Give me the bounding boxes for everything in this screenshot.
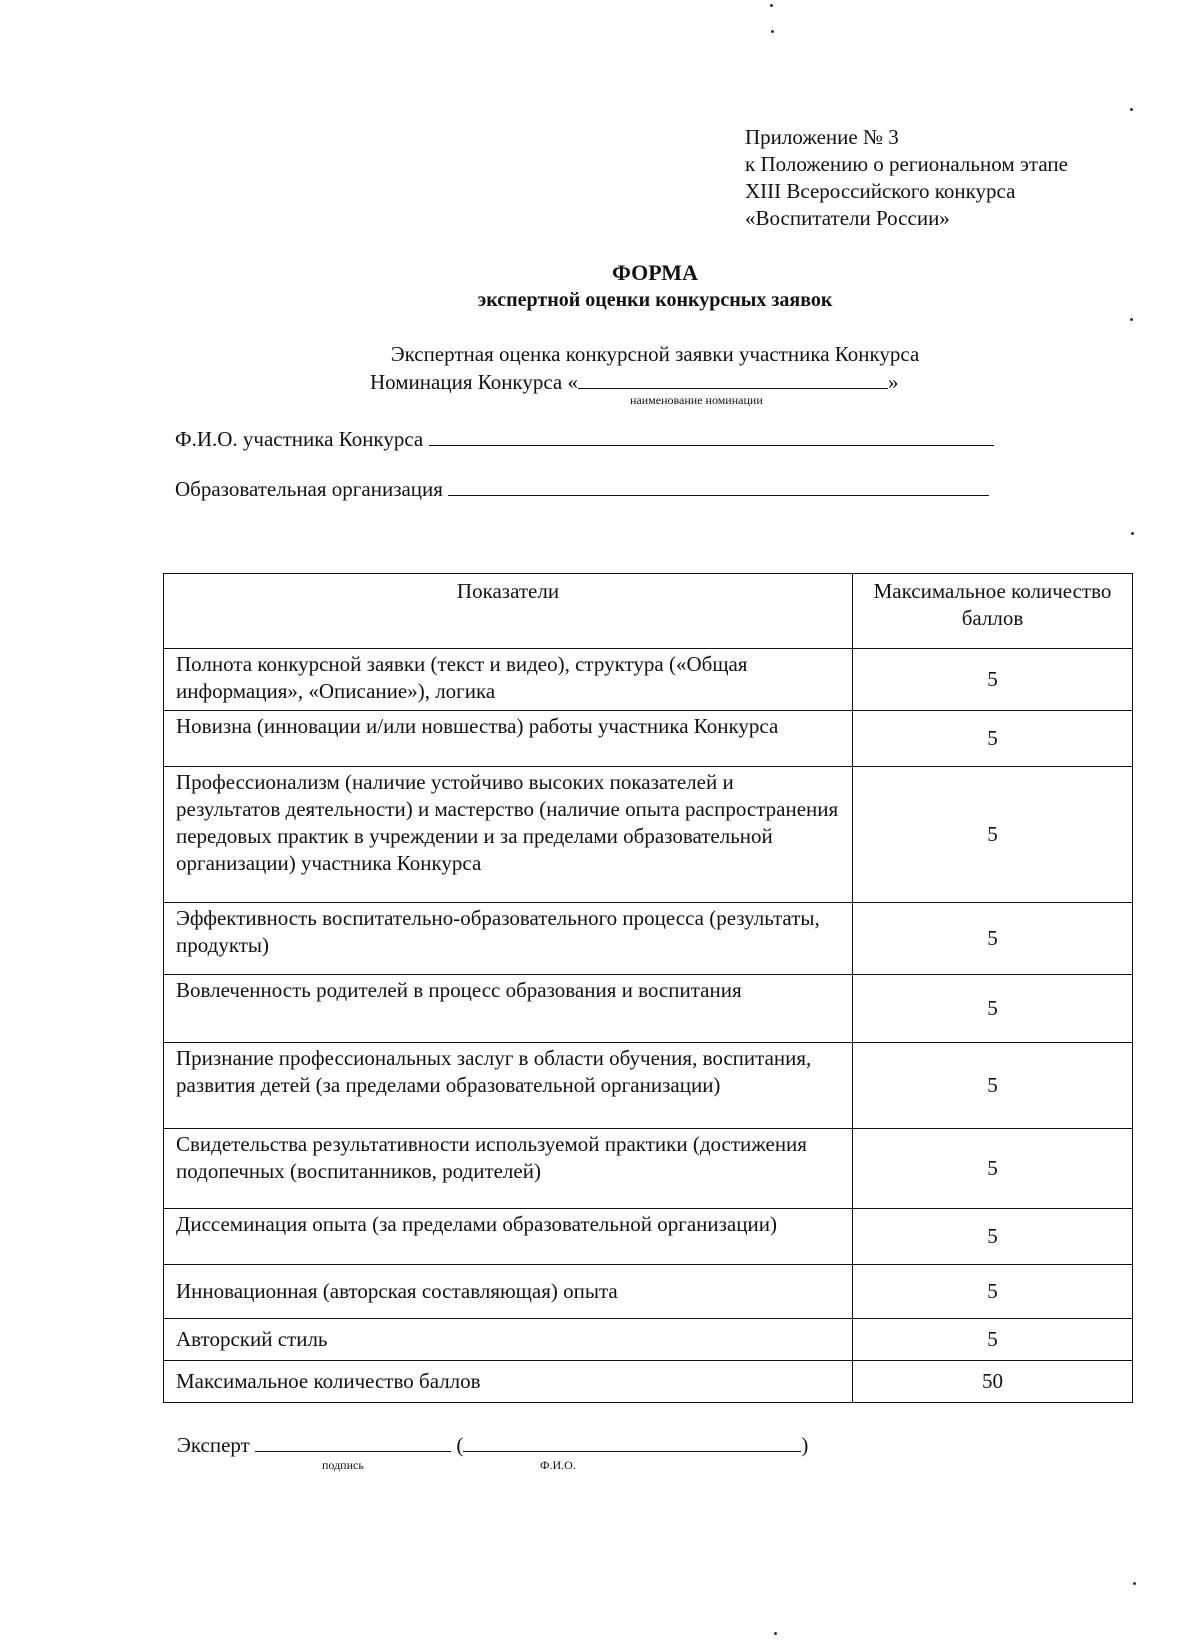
table-row xyxy=(164,1043,1133,1129)
header-indicators: Показатели xyxy=(164,574,853,649)
organization-label: Образовательная организация xyxy=(175,477,443,501)
participant-row xyxy=(175,427,994,452)
score-cell: 5 xyxy=(853,767,1133,903)
score-cell: 50 xyxy=(853,1361,1133,1403)
expert-name-field[interactable] xyxy=(463,1433,801,1452)
indicator-cell: Полнота конкурсной заявки (текст и видео), структура («Общая информация», «Описание»), логика xyxy=(164,649,853,711)
appendix-line: к Положению о региональном этапе xyxy=(745,152,1068,176)
scan-speck xyxy=(770,4,773,7)
participant-label: Ф.И.О. участника Конкурса xyxy=(175,427,424,451)
table-row xyxy=(164,1209,1133,1265)
table-row xyxy=(164,903,1133,975)
appendix-line: XIII Всероссийского конкурса xyxy=(745,179,1016,203)
expert-label: Эксперт xyxy=(177,1433,250,1457)
nomination-label: Номинация Конкурса « xyxy=(370,370,578,394)
scan-speck xyxy=(774,1632,777,1635)
score-cell: 5 xyxy=(853,975,1133,1043)
criteria-table xyxy=(163,573,1133,1403)
nomination-close: » xyxy=(888,370,899,394)
evaluation-line: Экспертная оценка конкурсной заявки участника Конкурса xyxy=(390,342,920,366)
scan-speck xyxy=(1130,318,1133,321)
organization-row xyxy=(175,477,989,502)
score-cell: 5 xyxy=(853,1209,1133,1265)
organization-field[interactable] xyxy=(448,477,989,496)
signature-field[interactable] xyxy=(255,1433,451,1452)
table-row xyxy=(164,1319,1133,1361)
scan-speck xyxy=(771,30,774,33)
score-cell: 5 xyxy=(853,649,1133,711)
indicator-cell: Максимальное количество баллов xyxy=(164,1361,853,1403)
form-title: ФОРМА xyxy=(612,260,698,285)
table-header-row xyxy=(164,574,1133,649)
score-cell: 5 xyxy=(853,1319,1133,1361)
nomination-field[interactable] xyxy=(578,370,888,389)
indicator-cell: Инновационная (авторская составляющая) опыта xyxy=(164,1265,853,1319)
form-subtitle: экспертной оценки конкурсных заявок xyxy=(477,289,833,311)
table-row xyxy=(164,975,1133,1043)
indicator-cell: Профессионализм (наличие устойчиво высоких показателей и результатов деятельности) и мастерство (наличие опыта распространения передовых практик в учреждении и за пределами образовательной организации) участника Конкурса xyxy=(164,767,853,903)
indicator-cell: Признание профессиональных заслуг в области обучения, воспитания, развития детей (за пределами образовательной организации) xyxy=(164,1043,853,1129)
table-row xyxy=(164,767,1133,903)
indicator-cell: Диссеминация опыта (за пределами образовательной организации) xyxy=(164,1209,853,1265)
appendix-line: Приложение № 3 xyxy=(745,125,899,149)
scan-speck xyxy=(1131,532,1134,535)
scan-speck xyxy=(1130,108,1133,111)
score-cell: 5 xyxy=(853,1043,1133,1129)
table-row xyxy=(164,1129,1133,1209)
indicator-cell: Вовлеченность родителей в процесс образования и воспитания xyxy=(164,975,853,1043)
score-cell: 5 xyxy=(853,1265,1133,1319)
appendix-header xyxy=(745,124,1068,232)
close-paren: ) xyxy=(801,1433,809,1457)
scan-speck xyxy=(1133,1582,1136,1585)
nomination-row xyxy=(370,370,899,395)
appendix-line: «Воспитатели России» xyxy=(745,206,950,230)
score-cell: 5 xyxy=(853,711,1133,767)
indicator-cell: Эффективность воспитательно-образовательного процесса (результаты, продукты) xyxy=(164,903,853,975)
indicator-cell: Авторский стиль xyxy=(164,1319,853,1361)
table-row xyxy=(164,1265,1133,1319)
signature-caption: подпись xyxy=(322,1458,364,1472)
indicator-cell: Новизна (инновации и/или новшества) работы участника Конкурса xyxy=(164,711,853,767)
open-paren: ( xyxy=(456,1433,464,1457)
nomination-caption: наименование номинации xyxy=(630,393,763,407)
participant-field[interactable] xyxy=(429,427,994,446)
name-caption: Ф.И.О. xyxy=(540,1458,576,1472)
indicator-cell: Свидетельства результативности используемой практики (достижения подопечных (воспитанников, родителей) xyxy=(164,1129,853,1209)
header-max-score: Максимальное количество баллов xyxy=(853,574,1133,649)
expert-row xyxy=(177,1433,808,1458)
table-row xyxy=(164,711,1133,767)
table-row xyxy=(164,1361,1133,1403)
score-cell: 5 xyxy=(853,1129,1133,1209)
score-cell: 5 xyxy=(853,903,1133,975)
table-row xyxy=(164,649,1133,711)
